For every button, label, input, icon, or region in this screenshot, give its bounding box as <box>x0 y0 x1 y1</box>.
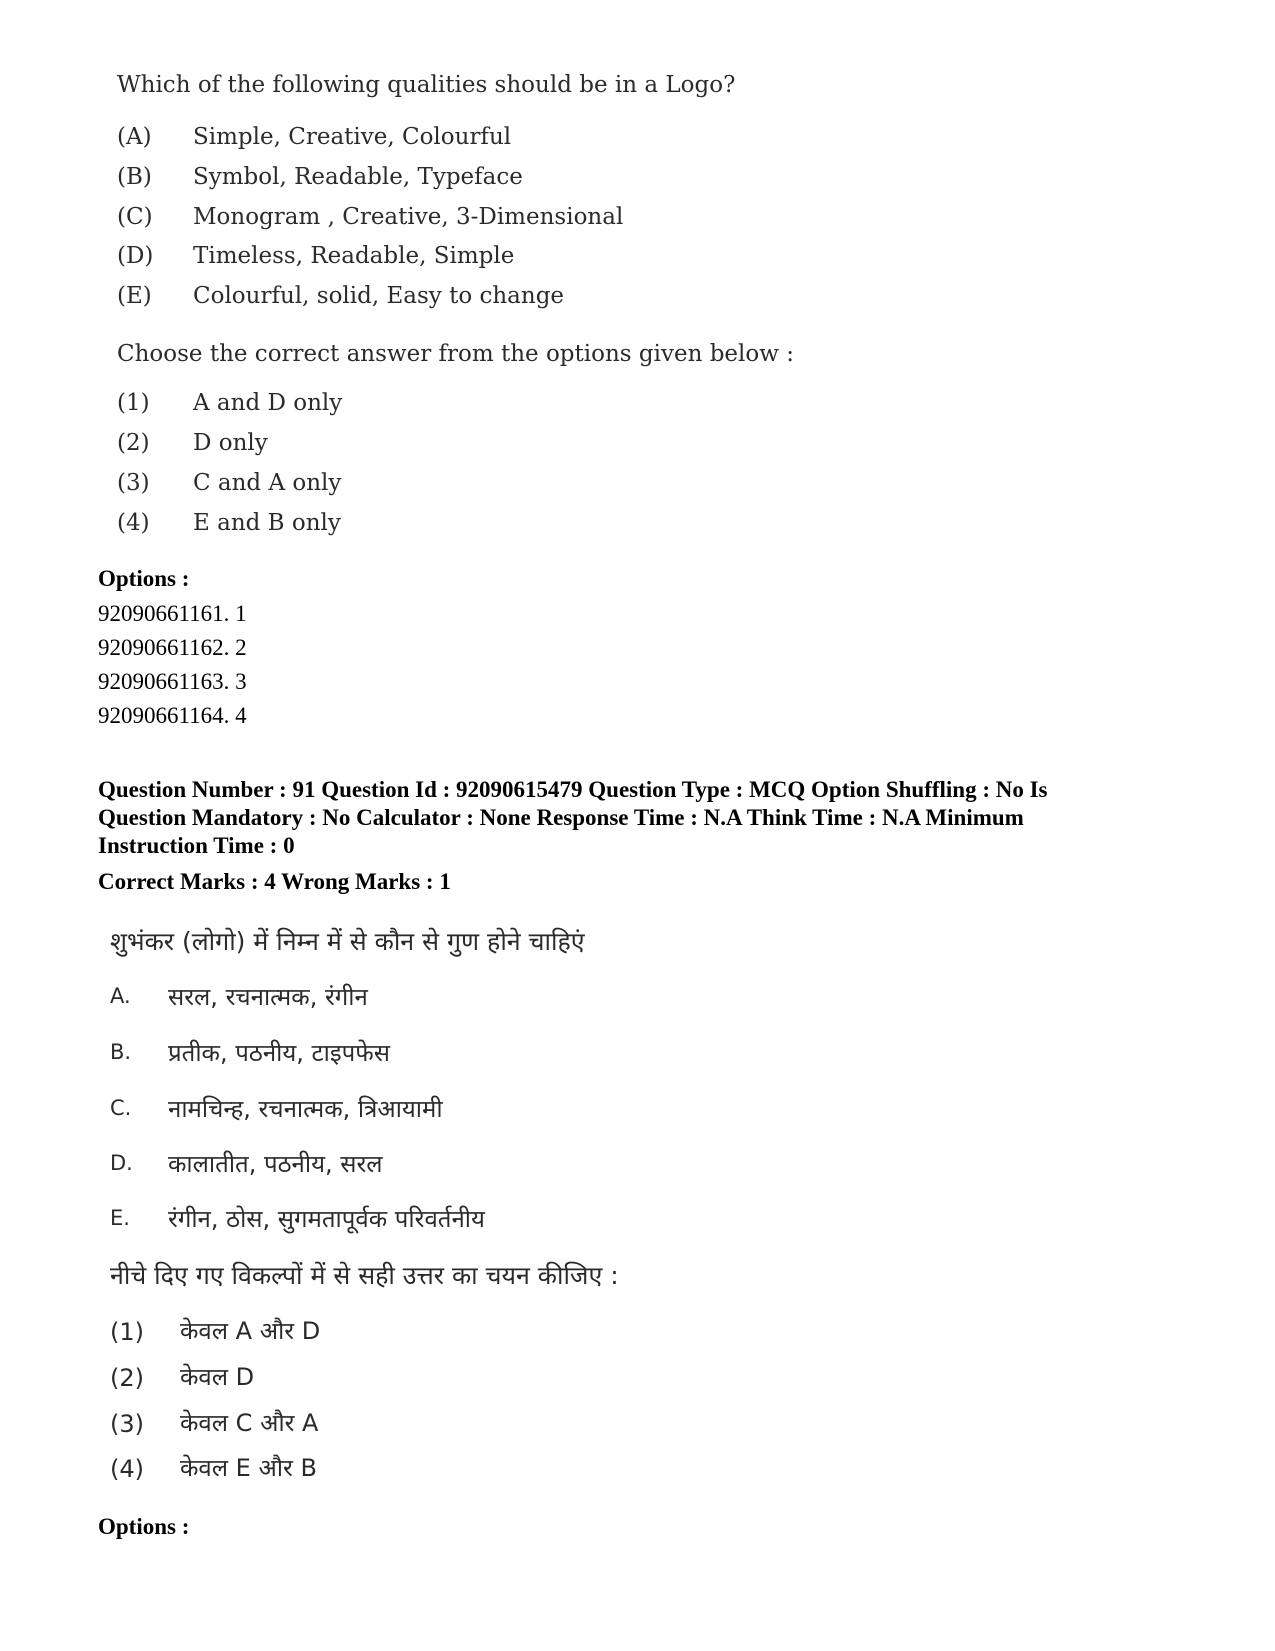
statement-label: D. <box>110 1151 133 1175</box>
option-id-item: 92090661162. 2 <box>98 635 247 660</box>
statement-label: (D) <box>117 243 154 269</box>
statement-text: Monogram , Creative, 3-Dimensional <box>193 204 624 230</box>
answer-text: C and A only <box>193 470 342 496</box>
choose-instruction-hindi: नीचे दिए गए विकल्पों में से सही उत्तर का चयन कीजिए : <box>110 1261 619 1290</box>
answer-label: (2) <box>117 430 150 456</box>
question-meta-line: Question Mandatory : No Calculator : None Response Time : N.A Think Time : N.A Minimum <box>98 805 1024 830</box>
statement-label: (A) <box>117 124 152 150</box>
choose-instruction: Choose the correct answer from the options given below : <box>117 341 794 367</box>
statement-label: (C) <box>117 204 153 230</box>
statement-label: B. <box>110 1040 132 1064</box>
statement-label: E. <box>110 1206 130 1230</box>
answer-text: E and B only <box>193 510 341 536</box>
answer-text: केवल C और A <box>180 1409 319 1437</box>
marks-line: Correct Marks : 4 Wrong Marks : 1 <box>98 869 451 894</box>
statement-text: नामचिन्ह, रचनात्मक, त्रिआयामी <box>168 1095 443 1123</box>
answer-text: केवल D <box>180 1363 255 1391</box>
statement-text: सरल, रचनात्मक, रंगीन <box>168 983 368 1011</box>
english-question-block <box>0 0 1275 540</box>
question-meta-line: Question Number : 91 Question Id : 92090615479 Question Type : MCQ Option Shuffling : No Is <box>98 777 1048 802</box>
statement-text: Timeless, Readable, Simple <box>193 243 515 269</box>
answer-label: (4) <box>117 510 150 536</box>
answer-text: केवल E और B <box>180 1454 317 1482</box>
statement-label: A. <box>110 984 131 1008</box>
option-id-item: 92090661164. 4 <box>98 703 247 728</box>
options-heading: Options : <box>98 566 190 591</box>
answer-text: A and D only <box>193 390 343 416</box>
answer-label: (4) <box>110 1455 144 1483</box>
answer-label: (3) <box>110 1410 144 1438</box>
answer-text: केवल A और D <box>180 1317 321 1345</box>
option-id-item: 92090661163. 3 <box>98 669 247 694</box>
statement-label: (E) <box>117 283 152 309</box>
answer-label: (2) <box>110 1364 144 1392</box>
statement-text: कालातीत, पठनीय, सरल <box>168 1150 383 1178</box>
statement-label: (B) <box>117 164 152 190</box>
option-id-item: 92090661161. 1 <box>98 601 247 626</box>
statement-text: Simple, Creative, Colourful <box>193 124 512 150</box>
answer-label: (1) <box>110 1318 144 1346</box>
options-heading: Options : <box>98 1514 190 1539</box>
statement-text: Colourful, solid, Easy to change <box>193 283 565 309</box>
question-meta-line: Instruction Time : 0 <box>98 833 295 858</box>
statement-text: रंगीन, ठोस, सुगमतापूर्वक परिवर्तनीय <box>168 1205 485 1233</box>
question-stem-hindi: शुभंकर (लोगो) में निम्न में से कौन से गुण होने चाहिएं <box>110 927 585 956</box>
question-stem: Which of the following qualities should be in a Logo? <box>117 72 736 98</box>
statement-label: C. <box>110 1096 132 1120</box>
answer-label: (1) <box>117 390 150 416</box>
statement-text: प्रतीक, पठनीय, टाइपफेस <box>168 1039 390 1067</box>
statement-text: Symbol, Readable, Typeface <box>193 164 523 190</box>
answer-text: D only <box>193 430 268 456</box>
hindi-question-block <box>0 900 1275 1500</box>
answer-label: (3) <box>117 470 150 496</box>
